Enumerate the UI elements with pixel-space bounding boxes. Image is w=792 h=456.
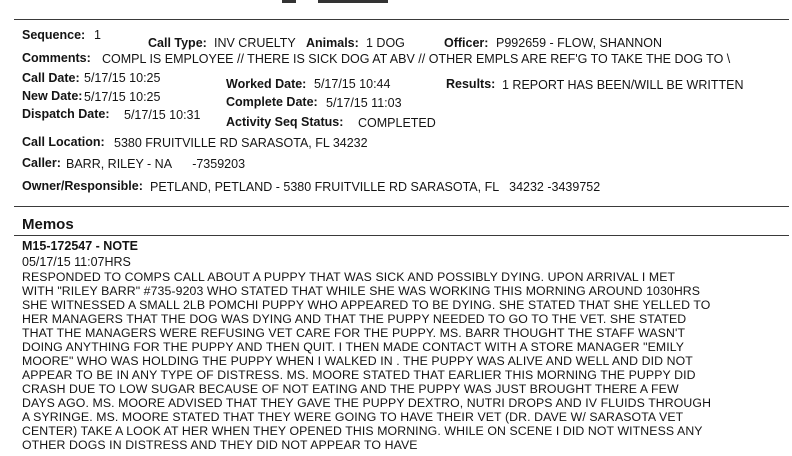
new-date-value: 5/17/15 10:25	[84, 90, 161, 104]
note-body-line: WITH "RILEY BARR" #735-9203 WHO STATED THAT WHILE SHE WAS WORKING THIS MORNING AROUND 1030HRS	[22, 284, 701, 298]
note-body-line: CENTER) TAKE A LOOK AT HER WHEN THEY OPENED THIS MORNING. WHILE ON SCENE I DID NOT WITNESS ANY	[22, 424, 703, 438]
note-body-line: CRASH DUE TO LOW SUGAR BECAUSE OF NOT EATING AND THE PUPPY WAS JUST BROUGHT THERE A FEW	[22, 382, 679, 396]
animals-label: Animals:	[306, 36, 359, 50]
top-edge-fragment	[282, 0, 296, 3]
sequence-label: Sequence:	[22, 28, 86, 42]
comments-label: Comments:	[22, 51, 91, 65]
activity-status-value: COMPLETED	[358, 116, 436, 130]
sequence-value: 1	[94, 28, 101, 42]
note-datetime: 05/17/15 11:07HRS	[22, 255, 131, 269]
note-body-line: A SYRINGE. MS. MOORE STATED THAT THEY WERE GOING TO HAVE THEIR VET (DR. DAVE W/ SARASOTA VET	[22, 410, 684, 424]
note-body-line: THAT THE MANAGERS WERE REFUSING VET CARE FOR THE PUPPY. MS. BARR THOUGHT THE STAFF WASN'T	[22, 326, 686, 340]
results-value: 1 REPORT HAS BEEN/WILL BE WRITTEN	[502, 78, 744, 92]
call-type-value: INV CRUELTY	[214, 36, 296, 50]
note-body-line: RESPONDED TO COMPS CALL ABOUT A PUPPY THAT WAS SICK AND POSSIBLY DYING. UPON ARRIVAL I MET	[22, 270, 676, 284]
animals-value: 1 DOG	[366, 36, 405, 50]
results-label: Results:	[446, 77, 496, 91]
call-type-label: Call Type:	[148, 36, 207, 50]
call-date-label: Call Date:	[22, 71, 80, 85]
note-body-line: APPEAR TO BE IN ANY TYPE OF DISTRESS. MS. MOORE STATED THAT EARLIER THIS MORNING THE PUPPY DID	[22, 368, 696, 382]
complete-date-value: 5/17/15 11:03	[326, 96, 402, 110]
worked-date-label: Worked Date:	[226, 77, 307, 91]
top-divider	[14, 19, 789, 20]
dispatch-date-label: Dispatch Date:	[22, 107, 110, 121]
worked-date-value: 5/17/15 10:44	[314, 77, 391, 91]
dispatch-date-value: 5/17/15 10:31	[124, 108, 201, 122]
owner-value: PETLAND, PETLAND - 5380 FRUITVILLE RD SARASOTA, FL 34232 -3439752	[150, 180, 601, 194]
caller-value: BARR, RILEY - NA -7359203	[66, 157, 246, 171]
call-date-value: 5/17/15 10:25	[84, 71, 161, 85]
note-body-line: DAYS AGO. MS. MOORE ADVISED THAT THEY GAVE THE PUPPY DEXTRO, NUTRI DROPS AND IV FLUIDS THROUGH	[22, 396, 712, 410]
memos-title: Memos	[22, 216, 74, 233]
memos-divider	[14, 235, 789, 236]
caller-label: Caller:	[22, 156, 61, 170]
complete-date-label: Complete Date:	[226, 95, 318, 109]
call-location-label: Call Location:	[22, 135, 105, 149]
note-body-line: OTHER DOGS IN DISTRESS AND THEY DID NOT APPEAR TO HAVE	[22, 438, 418, 452]
officer-value: P992659 - FLOW, SHANNON	[496, 36, 663, 50]
note-body-line: HER MANAGERS THAT THE DOG WAS DYING AND THAT THE PUPPY NEEDED TO GO TO THE VET. SHE STATED	[22, 312, 687, 326]
owner-label: Owner/Responsible:	[22, 179, 143, 193]
section-divider	[14, 206, 789, 207]
top-edge-fragment	[318, 0, 388, 3]
note-body-line: DOING ANYTHING FOR THE PUPPY AND THEN QUIT. I THEN MADE CONTACT WITH A STORE MANAGER "EMILY	[22, 340, 685, 354]
officer-label: Officer:	[444, 36, 489, 50]
comments-value: COMPL IS EMPLOYEE // THERE IS SICK DOG AT ABV // OTHER EMPLS ARE REF'G TO TAKE THE DOG TO \	[102, 52, 731, 66]
activity-status-label: Activity Seq Status:	[226, 115, 344, 129]
note-body-line: SHE WITNESSED A SMALL 2LB POMCHI PUPPY WHO APPEARED TO BE DYING. SHE STATED THAT SHE YELLED TO	[22, 298, 711, 312]
note-id: M15-172547 - NOTE	[22, 239, 139, 253]
call-location-value: 5380 FRUITVILLE RD SARASOTA, FL 34232	[114, 136, 368, 150]
note-body-line: MOORE" WHO WAS HOLDING THE PUPPY WHEN I WALKED IN . THE PUPPY WAS ALIVE AND WELL AND DID NOT	[22, 354, 693, 368]
new-date-label: New Date:	[22, 89, 83, 103]
